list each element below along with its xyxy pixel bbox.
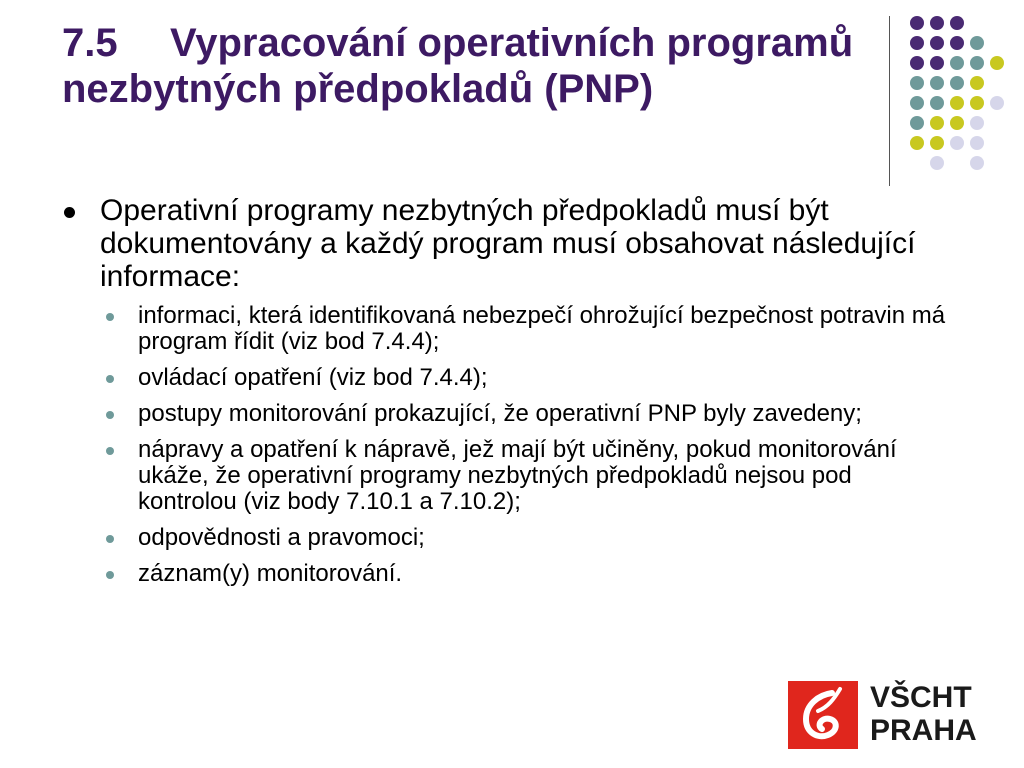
- dot: [910, 76, 924, 90]
- dot: [970, 156, 984, 170]
- dot: [930, 136, 944, 150]
- sub-bullet-list: [62, 303, 962, 587]
- sub-bullet-item: [100, 561, 948, 587]
- main-bullet-text: Operativní programy nezbytných předpokladů musí být dokumentovány a každý program musí obsahovat následující informace:: [100, 194, 916, 293]
- sub-bullet-item: [100, 365, 948, 391]
- slide-title-number: 7.5: [62, 21, 118, 65]
- dot: [930, 16, 944, 30]
- dot: [950, 56, 964, 70]
- dot: [910, 16, 924, 30]
- sub-bullet-text: odpovědnosti a pravomoci;: [138, 524, 425, 551]
- sub-bullet-item: [100, 303, 948, 355]
- dot: [970, 36, 984, 50]
- dot: [990, 56, 1004, 70]
- dot: [930, 36, 944, 50]
- dot: [910, 136, 924, 150]
- dot: [930, 76, 944, 90]
- slide-title: [62, 20, 862, 112]
- bullet-icon: [106, 411, 114, 419]
- dot: [910, 116, 924, 130]
- dot: [950, 16, 964, 30]
- bullet-icon: [106, 447, 114, 455]
- dot: [930, 56, 944, 70]
- sub-bullet-text: ovládací opatření (viz bod 7.4.4);: [138, 364, 488, 391]
- dot: [970, 56, 984, 70]
- dot: [970, 96, 984, 110]
- dot: [950, 116, 964, 130]
- sub-bullet-item: [100, 437, 948, 515]
- sub-bullet-text: záznam(y) monitorování.: [138, 560, 403, 587]
- dot: [930, 116, 944, 130]
- sub-bullet-text: informaci, která identifikovaná nebezpečí ohrožující bezpečnost potravin má program řídit (viz bod 7.4.4);: [138, 302, 946, 355]
- vscht-logo-text: [870, 681, 977, 747]
- dot: [990, 96, 1004, 110]
- logo-line-1: VŠCHT: [870, 681, 972, 714]
- dot: [950, 136, 964, 150]
- sub-bullet-text: nápravy a opatření k nápravě, jež mají být učiněny, pokud monitorování ukáže, že operativní programy nezbytných předpokladů nejsou pod kontrolou (viz body 7.10.1 a 7.10.2);: [138, 436, 897, 515]
- vscht-logo-icon: [788, 681, 858, 749]
- slide-title-text: Vypracování operativních programů nezbytných předpokladů (PNP): [62, 21, 854, 111]
- dot: [930, 156, 944, 170]
- title-divider: [889, 16, 890, 186]
- dot: [970, 136, 984, 150]
- dot: [950, 76, 964, 90]
- bullet-icon: [106, 313, 114, 321]
- dot: [910, 36, 924, 50]
- bullet-icon: [64, 207, 75, 218]
- main-bullet-item: [62, 194, 950, 293]
- bullet-icon: [106, 571, 114, 579]
- bullet-icon: [106, 375, 114, 383]
- dot: [950, 96, 964, 110]
- dot: [950, 36, 964, 50]
- dot: [970, 76, 984, 90]
- logo-line-2: PRAHA: [870, 714, 977, 747]
- bullet-icon: [106, 535, 114, 543]
- dot: [930, 96, 944, 110]
- dot: [970, 116, 984, 130]
- vscht-logo: [788, 681, 988, 749]
- sub-bullet-text: postupy monitorování prokazující, že operativní PNP byly zavedeny;: [138, 400, 862, 427]
- sub-bullet-item: [100, 401, 948, 427]
- dot: [910, 96, 924, 110]
- sub-bullet-item: [100, 525, 948, 551]
- slide-content: [62, 194, 962, 597]
- dot: [910, 56, 924, 70]
